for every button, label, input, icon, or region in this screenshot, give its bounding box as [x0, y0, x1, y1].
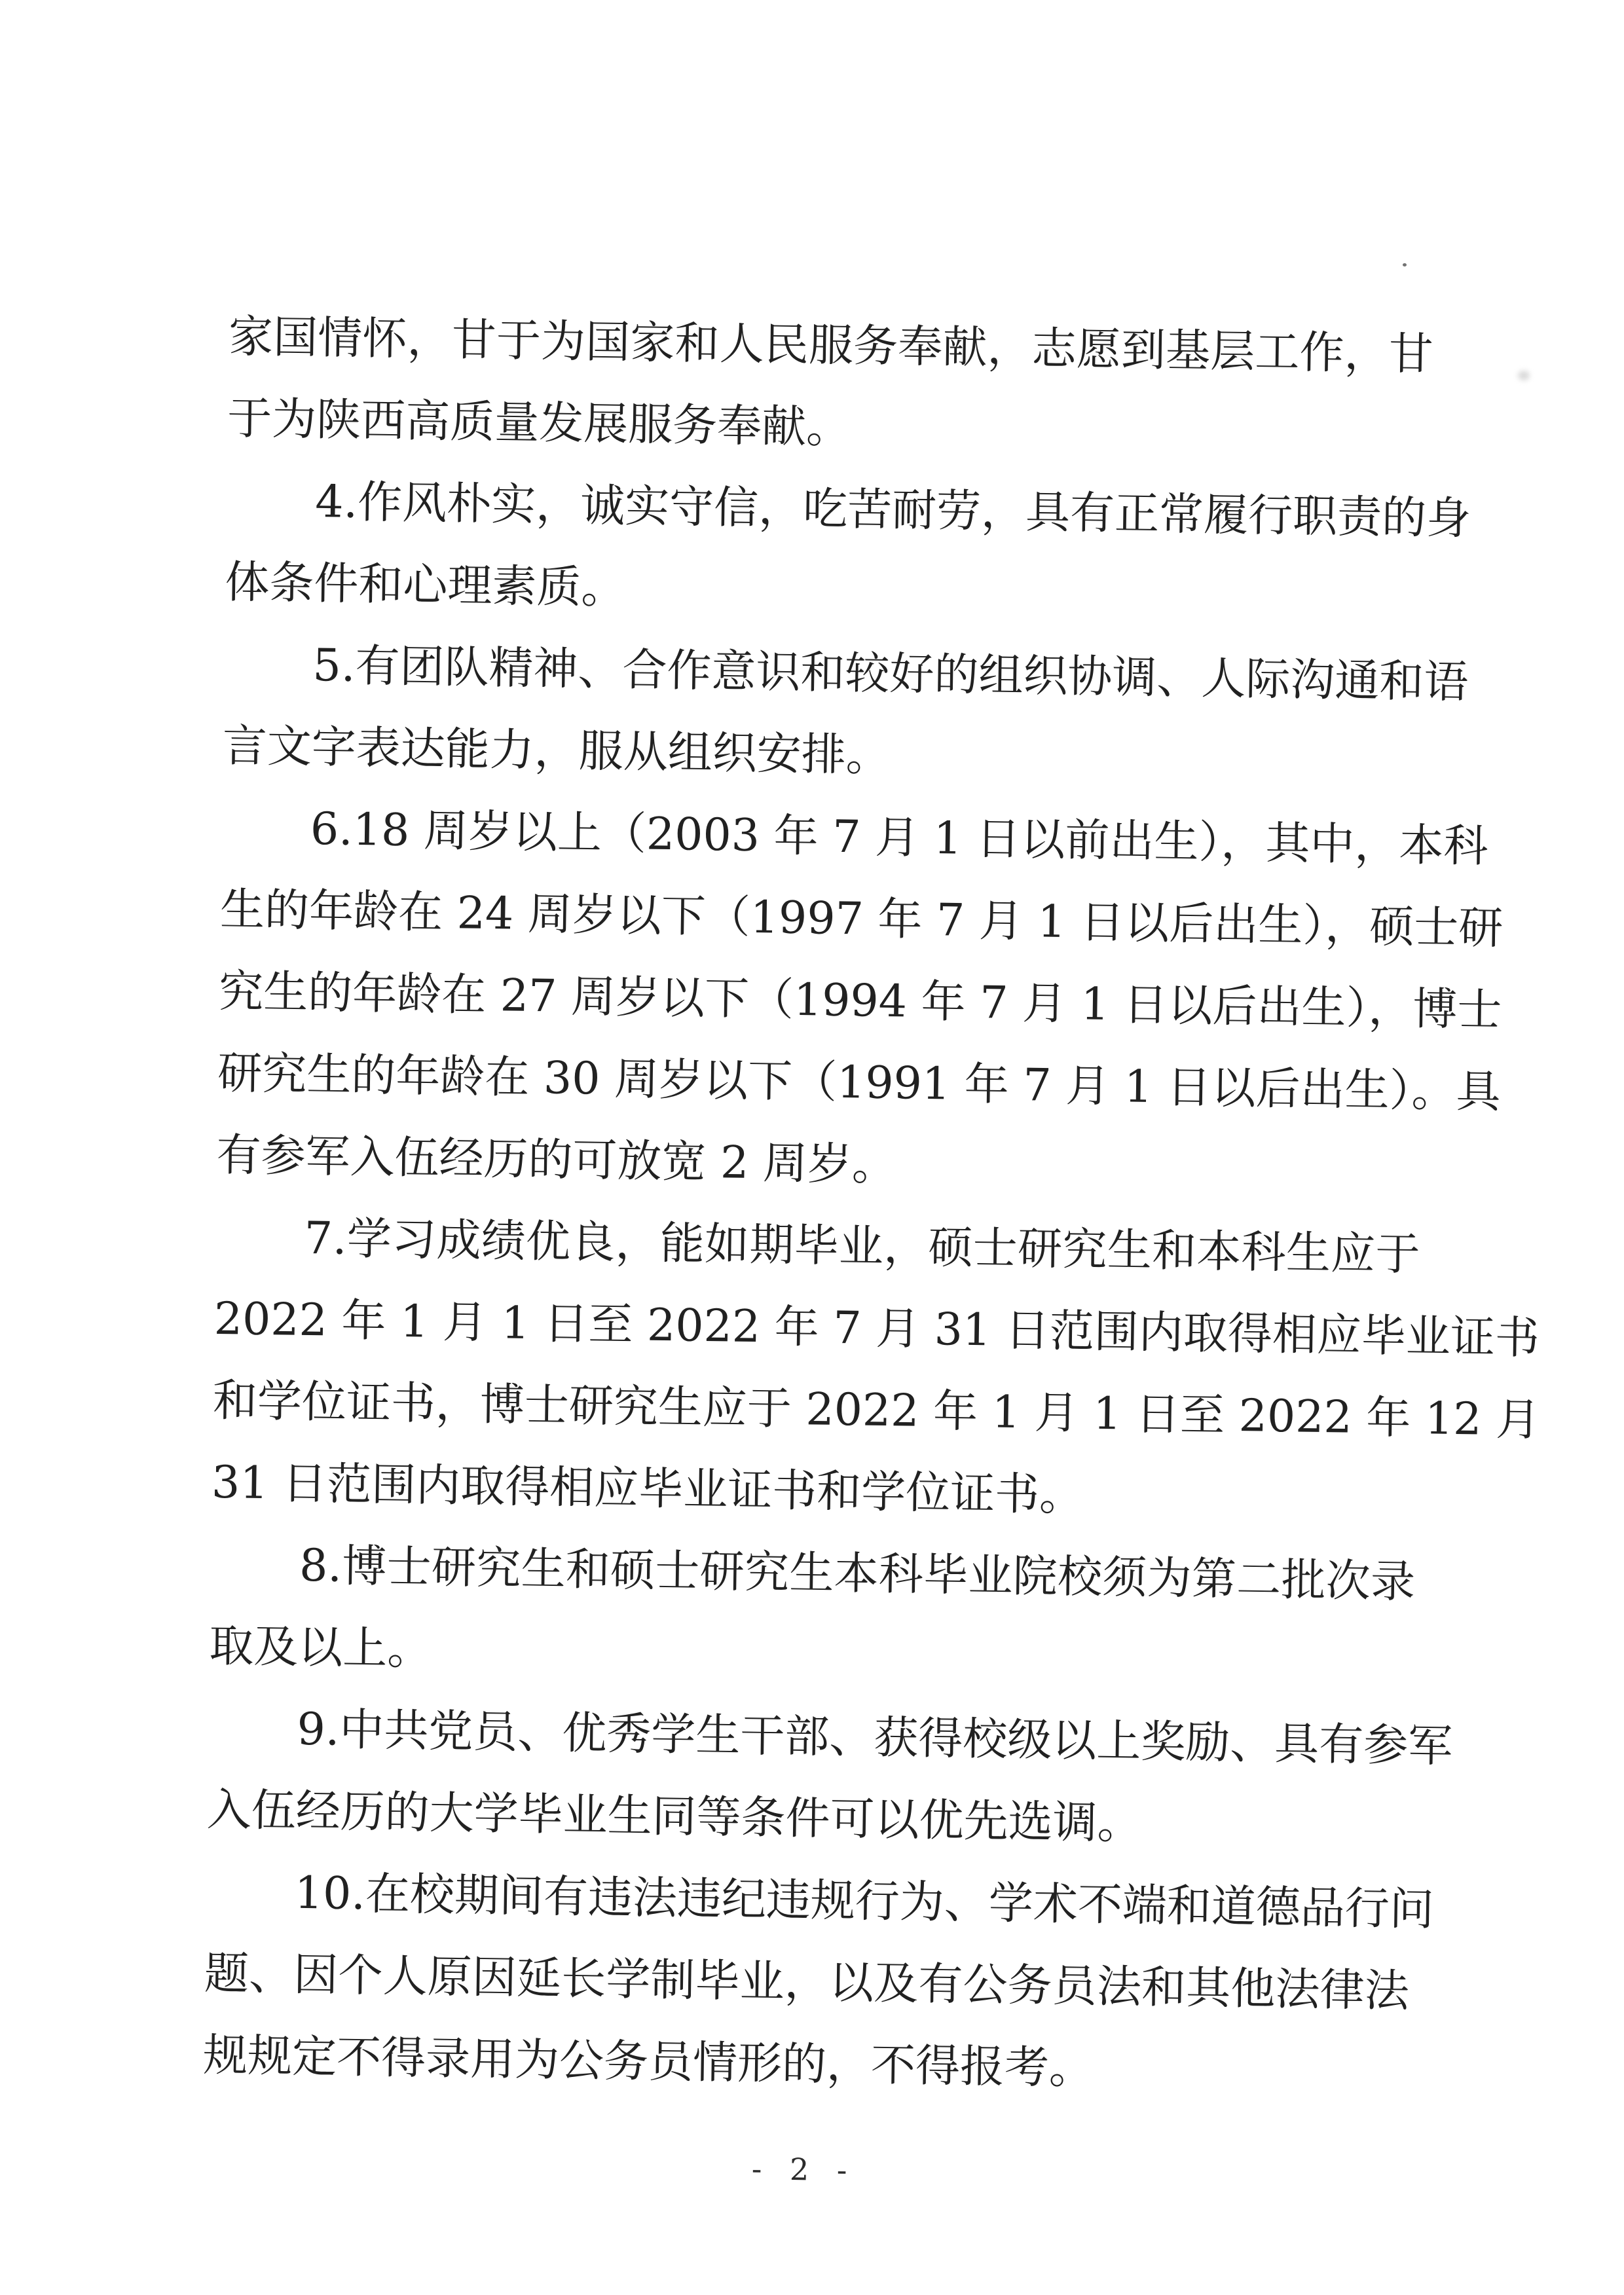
text-line-22: 规规定不得录用为公务员情形的，不得报考。 — [202, 2029, 1094, 2095]
text-line-6: 言文字表达能力，服从组织安排。 — [222, 720, 891, 782]
text-line-10: 研究生的年龄在 30 周岁以下（1991 年 7 月 1 日以后出生）。具 — [217, 1047, 1502, 1118]
text-line-4: 体条件和心理素质。 — [224, 556, 627, 615]
scan-smudge-artifact — [1518, 371, 1530, 380]
text-line-15: 31 日范围内取得相应毕业证书和学位证书。 — [211, 1456, 1084, 1522]
text-line-13: 2022 年 1 月 1 日至 2022 年 7 月 31 日范围内取得相应毕业证书 — [213, 1293, 1540, 1365]
text-line-14: 和学位证书，博士研究生应于 2022 年 1 月 1 日至 2022 年 12 月 — [212, 1374, 1541, 1446]
text-line-3: 4.作风朴实，诚实守信，吃苦耐劳，具有正常履行职责的身 — [314, 475, 1471, 545]
text-line-12: 7.学习成绩优良，能如期毕业，硕士研究生和本科生应于 — [304, 1212, 1421, 1281]
text-line-19: 入伍经历的大学毕业生同等条件可以优先选调。 — [206, 1784, 1143, 1850]
text-line-8: 生的年龄在 24 周岁以下（1997 年 7 月 1 日以后出生），硕士研 — [219, 883, 1504, 955]
text-line-11: 有参军入伍经历的可放宽 2 周岁。 — [215, 1129, 897, 1192]
text-line-16: 8.博士研究生和硕士研究生本科毕业院校须为第二批次录 — [299, 1539, 1416, 1609]
text-line-18: 9.中共党员、优秀学生干部、获得校级以上奖励、具有参军 — [296, 1703, 1453, 1772]
text-line-1: 家国情怀，甘于为国家和人民服务奉献，志愿到基层工作，甘 — [228, 310, 1434, 381]
text-line-9: 究生的年龄在 27 周岁以下（1994 年 7 月 1 日以后出生），博士 — [218, 965, 1503, 1037]
document-text-block — [202, 296, 1541, 2188]
text-line-20: 10.在校期间有违法违纪违规行为、学术不端和道德品行问 — [294, 1867, 1435, 1936]
text-line-17: 取及以上。 — [208, 1620, 432, 1676]
text-line-2: 于为陕西高质量发展服务奉献。 — [227, 392, 851, 454]
page-number: - 2 - — [751, 2151, 857, 2188]
text-line-21: 题、因个人原因延长学制毕业，以及有公务员法和其他法律法 — [204, 1947, 1410, 2018]
text-line-7: 6.18 周岁以上（2003 年 7 月 1 日以前出生），其中，本科 — [310, 803, 1489, 873]
scan-speck-artifact — [1403, 263, 1407, 266]
text-line-5: 5.有团队精神、合作意识和较好的组织协调、人际沟通和语 — [312, 639, 1469, 709]
